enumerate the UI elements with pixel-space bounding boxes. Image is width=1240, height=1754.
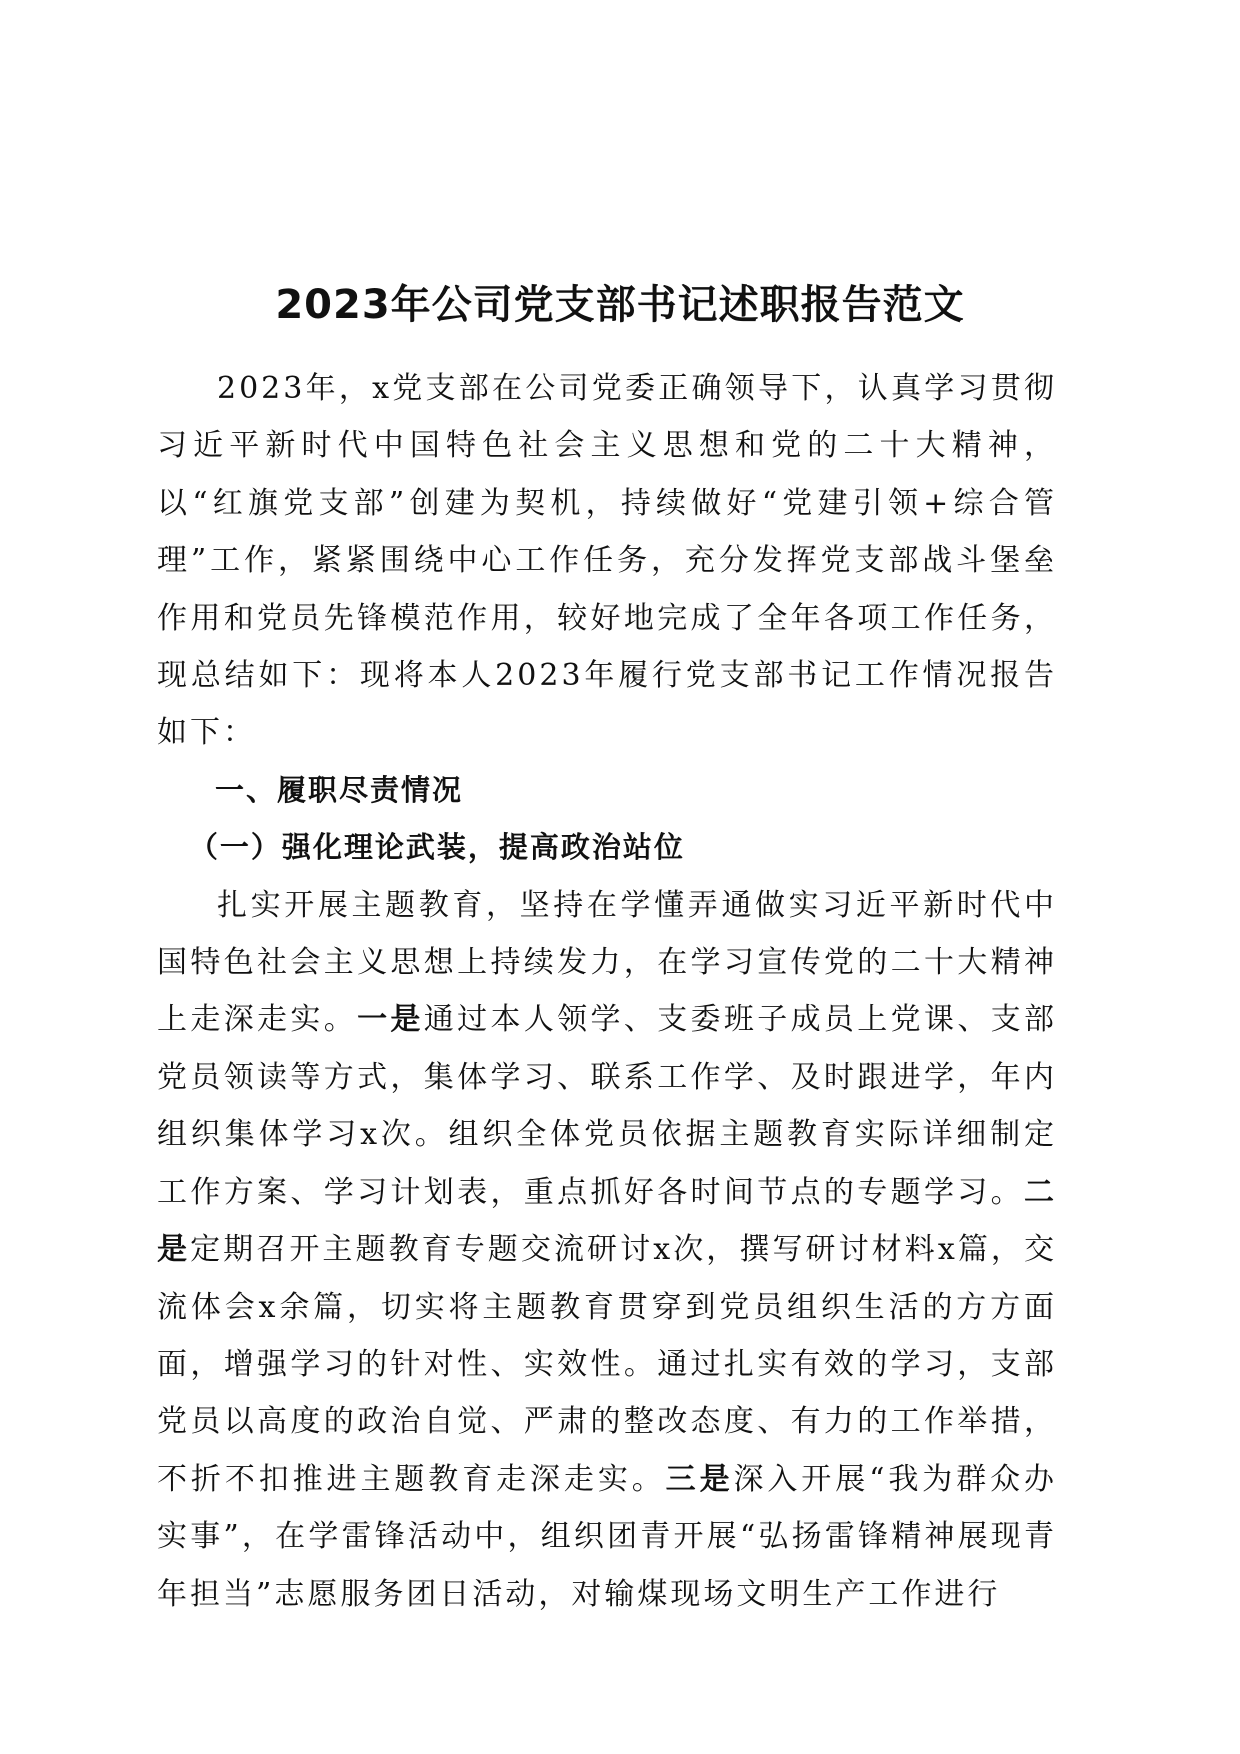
paragraph-text-segment: 深入开展“我为群众办实事”，在学雷锋活动中，组织团青开展“弘扬雷锋精神展现青年担当”志愿服务团日活动，对输煤现场文明生产工作进行 bbox=[157, 1461, 1058, 1612]
paragraph-text-segment: 通过本人领学、支委班子成员上党课、支部党员领读等方式，集体学习、联系工作学、及时跟进学，年内组织集体学习x次。组织全体党员依据主题教育实际详细制定工作方案、学习计划表，重点抓好各时间节点的专题学习。 bbox=[157, 1002, 1058, 1210]
subsection-1-paragraph bbox=[157, 877, 1057, 1623]
paragraph-text-segment: 扎实开展主题教育，坚持在学懂弄通做实习近平新时代中国特色社会主义思想上持续发力，在学习宣传党的二十大精神上走深走实。 bbox=[157, 887, 1057, 1038]
document-body bbox=[157, 360, 1057, 1623]
intro-paragraph: 2023年，x党支部在公司党委正确领导下，认真学习贯彻习近平新时代中国特色社会主义思想和党的二十大精神，以“红旗党支部”创建为契机，持续做好“党建引领+综合管理”工作，紧紧围绕中心工作任务，充分发挥党支部战斗堡垒作用和党员先锋模范作用，较好地完成了全年各项工作任务，现总结如下：现将本人2023年履行党支部书记工作情况报告如下： bbox=[157, 371, 1057, 751]
section-heading-1: 一、履职尽责情况 bbox=[215, 772, 464, 807]
document-title: 2023年公司党支部书记述职报告范文 bbox=[275, 281, 965, 328]
paragraph-text-segment: 定期召开主题教育专题交流研讨x次，撰写研讨材料x篇，交流体会x余篇，切实将主题教育贯穿到党员组织生活的方方面面，增强学习的针对性、实效性。通过扎实有效的学习，支部党员以高度的政治自觉、严肃的整改态度、有力的工作举措，不折不扣推进主题教育走深走实。 bbox=[157, 1232, 1058, 1497]
list-marker-first: 一是 bbox=[357, 1002, 424, 1038]
list-marker-second: 二是 bbox=[157, 1174, 1057, 1268]
subsection-heading-1: （一）强化理论武装，提高政治站位 bbox=[188, 830, 685, 865]
list-marker-third: 三是 bbox=[665, 1461, 734, 1497]
